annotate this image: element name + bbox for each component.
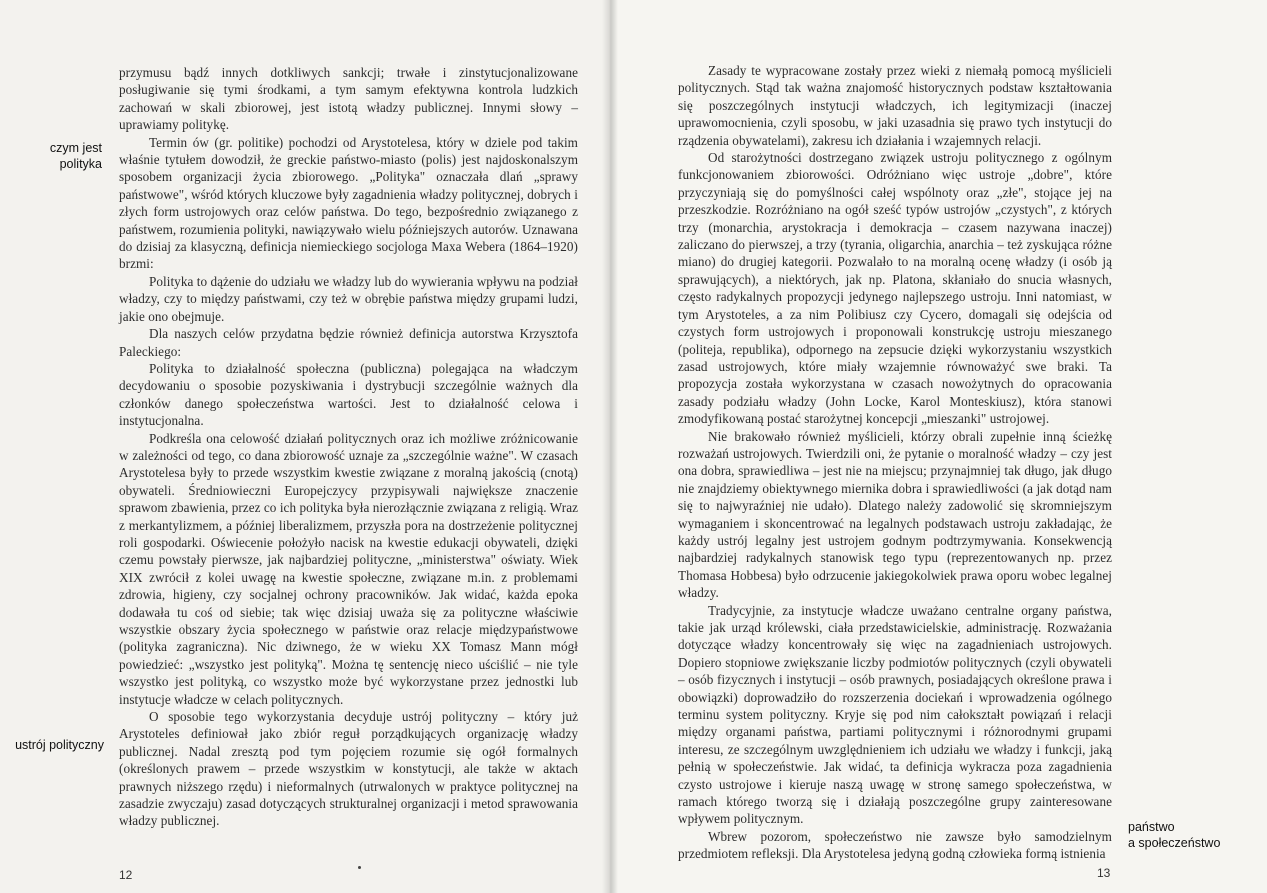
page-number-left: 12	[119, 868, 133, 882]
paragraph: Dla naszych celów przydatna będzie również definicja autorstwa Krzysztofa Paleckiego:	[119, 326, 578, 359]
paragraph: przymusu bądź innych dotkliwych sankcji; trwałe i zinstytucjonalizowane posługiwanie się tymi środkami, a tym samym efektywna kontrola ludzkich zachowań w skali zbiorowej, jest istotą władzy publicznej. Innymi słowy – uprawiamy politykę.	[119, 65, 578, 133]
page-number-right: 13	[1097, 866, 1111, 880]
paragraph: Wbrew pozorom, społeczeństwo nie zawsze było samodzielnym przedmiotem refleksji. Dla Arystotelesa jedyną godną człowieka formą istnienia	[678, 828, 1112, 862]
scan-speck	[358, 866, 361, 869]
margin-note-line: a społeczeństwo	[1128, 836, 1221, 850]
paragraph: Od starożytności dostrzegano związek ustroju politycznego z ogólnym funkcjonowaniem zbiorowości. Odróżniano więc ustroje „dobre", które przyczyniają się do pomyślności całej wspólnoty oraz „złe", stojące jej na przeszkodzie. Rozróżniano na ogół sześć typów ustrojów „czystych", z których trzy (monarchia, arystokracja i demokracja – czasem nazywana inaczej) zaliczano do pierwszej, a trzy (tyrania, oligarchia, anarchia – też zyskująca różne miano) do drugiej kategorii. Pozwalało to na moralną ocenę władzy (i osób ją sprawujących), a niektórych, jak np. Platona, skłaniało do snucia własnych, często radykalnych propozycji jedynego najlepszego ustroju. Inni natomiast, w tym Arystoteles, a za nim Polibiusz czy Cycero, domagali się odejścia od czystych form ustrojowych i proponowali konstrukcję ustroju mieszanego (politeja, republika), odpornego na zepsucie dzięki wykorzystaniu wszystkich zasad ustrojowych, które miały wzajemnie równoważyć swe braki. Ta propozycja została wykorzystana w czasach nowożytnych do opracowania zasady podziału władzy (John Locke, Karol Monteskiusz), która stanowi zmodyfikowaną postać starożytnej koncepcji „mieszanki" ustrojowej.	[678, 150, 1112, 427]
paragraph: O sposobie tego wykorzystania decyduje ustrój polityczny – który już Arystoteles definiował jako zbiór reguł porządkujących organizację władzy publicznej. Nadal zresztą pod tym pojęciem rozumie się ogół formalnych (określonych prawem – przede wszystkim w konstytucji, ale także w aktach prawnych niższego rzędu) i nieformalnych (utrwalonych w praktyce politycznej na zasadzie zwyczaju) zasad dotyczących strukturalnej organizacji i metod sprawowania władzy publicznej.	[119, 709, 578, 829]
right-page-body	[678, 62, 1112, 863]
margin-note-line: polityka	[59, 157, 102, 171]
paragraph: Nie brakowało również myślicieli, którzy obrali zupełnie inną ścieżkę rozważań ustrojowych. Twierdzili oni, że pytanie o moralność władzy – czy jest ona dobra, sprawiedliwa – jest nie na miejscu; przynajmniej tak długo, jak długo nie znajdziemy obiektywnego miernika dobra i sprawiedliwości (a jak dotąd nam się to najwyraźniej nie udało). Dlatego należy zadowolić się skromniejszym wymaganiem i skoncentrować na legalnych podstawach ustroju zakładając, że każdy ustrój legalny jest ustrojem godnym podtrzymywania. Konsekwencją najbardziej radykalnych stanowisk tego typu (reprezentowanych np. przez Thomasa Hobbesa) było odrzucenie jakiegokolwiek prawa oporu wobec legalnej władzy.	[678, 428, 1112, 601]
margin-note-line: państwo	[1128, 820, 1175, 834]
quote-palecki: Polityka to działalność społeczna (publiczna) polegająca na władczym decydowaniu o sposobie pozyskiwania i dystrybucji szczególnie ważnych dla członków danego społeczeństwa wartości. Jest to działalność celowa i instytucjonalna.	[119, 360, 578, 429]
left-page-body	[119, 64, 578, 830]
margin-note-czym-jest-polityka	[47, 140, 102, 172]
margin-note-ustroj-polityczny: ustrój polityczny	[15, 738, 104, 752]
margin-note-panstwo-a-spoleczenstwo	[1128, 819, 1258, 851]
margin-note-line: czym jest	[49, 141, 102, 155]
book-gutter	[602, 0, 618, 893]
paragraph: Tradycyjnie, za instytucje władcze uważano centralne organy państwa, takie jak urząd królewski, ciała przedstawicielskie, administrację. Rozważania dotyczące władzy koncentrowały się więc na zagadnieniach ustrojowych. Dopiero stopniowe zwiększanie liczby podmiotów politycznych (czyli obywateli – osób fizycznych i instytucji – osób prawnych, posiadających określone prawa i obowiązki) doprowadziło do rozszerzenia dociekań i wprowadzenia ogólnego terminu system polityczny. Kryje się pod nim całokształt powiązań i relacji między organami państwa, partiami politycznymi i różnorodnymi grupami interesu, ze szczególnym uwzględnieniem ich udziału we władzy i funkcji, jaką pełnią w społeczeństwie. Jak widać, ta definicja wykracza poza zagadnienia czysto ustrojowe i kieruje naszą uwagę w stronę samego społeczeństwa, w ramach którego tworzą się i działają poszczególne grupy zainteresowane wpływem politycznym.	[678, 602, 1112, 827]
paragraph: Podkreśla ona celowość działań politycznych oraz ich możliwe zróżnicowanie w zależności od tego, co dana zbiorowość uznaje za „szczególnie ważne". W czasach Arystotelesa były to przede wszystkim kwestie związane z moralną jakością (cnotą) obywateli. Średniowieczni Europejczycy przypisywali największe znaczenie sprawom zbawienia, przez co ich polityka była nierozłącznie związana z religią. Wraz z merkantylizmem, a później liberalizmem, przyszła pora na dostrzeżenie politycznej roli gospodarki. Oświecenie położyło nacisk na kwestie edukacji obywateli, dzięki czemu powstały pierwsze, jak najbardziej polityczne, „ministerstwa" oświaty. Wiek XIX zwrócił z kolei uwagę na kwestie społeczne, związane m.in. z problemami zdrowia, higieny, czy socjalnej ochrony pracowników. Jak widać, każda epoka dodawała tu coś od siebie; tak więc dzisiaj uważa się za polityczne właściwie wszystkie obszary życia społecznego w państwie oraz relacje międzypaństwowe (polityka zagraniczna). Nic dziwnego, że w wieku XX Tomasz Mann mógł powiedzieć: „wszystko jest polityką". Można tę sentencję nieco uściślić – nie tyle wszystko jest polityką, co wszystko może być wykorzystane przez jednostki lub instytucje władcze w celach politycznych.	[119, 430, 578, 707]
paragraph: Zasady te wypracowane zostały przez wieki z niemałą pomocą myślicieli politycznych. Stąd tak ważna znajomość historycznych podstaw kształtowania się poszczególnych instytucji władczych, ich legitymizacji (inaczej uprawomocnienia, czyli sposobu, w jaki uzasadnia się prawo tych instytucji do rządzenia obywatelami), zakresu ich działania i wzajemnych relacji.	[678, 63, 1112, 148]
quote-weber: Polityka to dążenie do udziału we władzy lub do wywierania wpływu na podział władzy, czy to między państwami, czy też w obrębie państwa między grupami ludzi, jakie ono obejmuje.	[119, 273, 578, 324]
paragraph: Termin ów (gr. politike) pochodzi od Arystotelesa, który w dziele pod takim właśnie tytułem dowodził, że greckie państwo-miasto (polis) jest najdoskonalszym sposobem organizacji życia zbiorowego. „Polityka" oznaczała dlań „sprawy państwowe", wśród których kluczowe były zagadnienia władzy politycznej, dobrych i złych form ustrojowych oraz celów państwa. Do tego, bezpośrednio związanego z państwem, rozumienia polityki, nawiązywało wielu późniejszych autorów. Uznawana do dzisiaj za klasyczną, definicja niemieckiego socjologa Maxa Webera (1864–1920) brzmi:	[119, 134, 578, 272]
